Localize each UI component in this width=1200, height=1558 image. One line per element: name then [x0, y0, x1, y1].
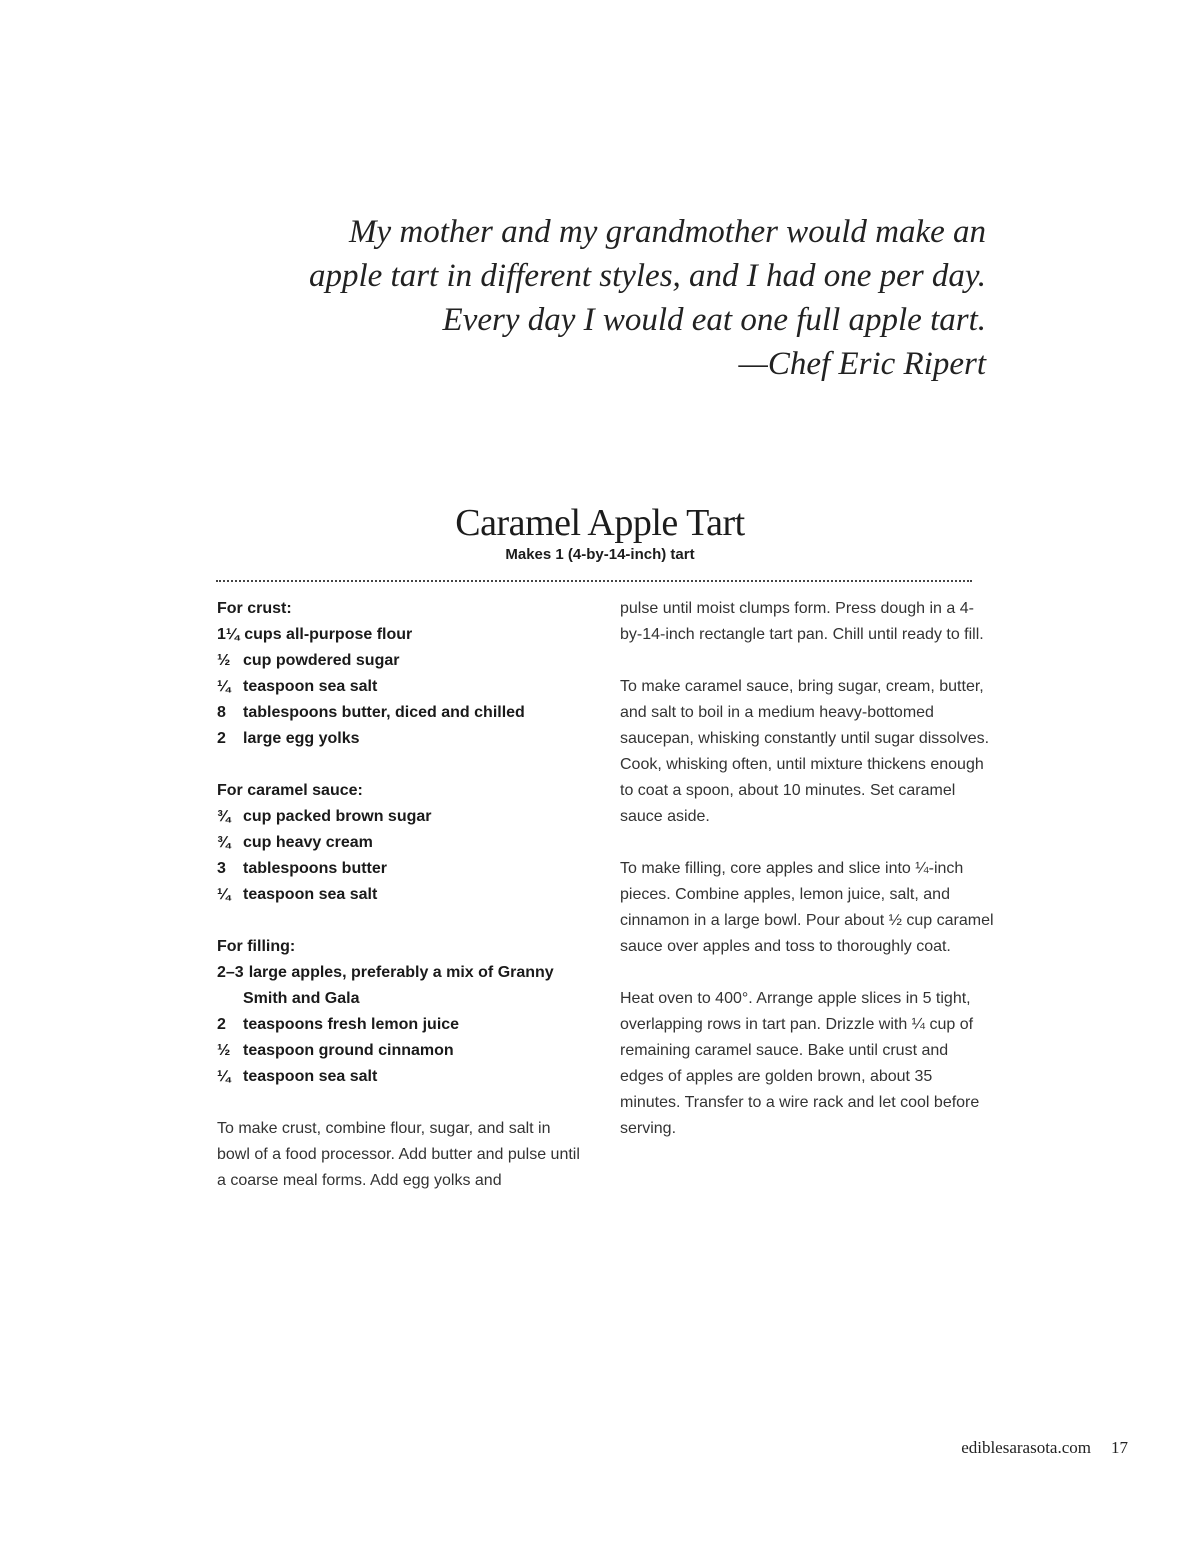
method-paragraph: To make crust, combine flour, sugar, and salt in bowl of a food processor. Add butter and pulse until a coarse meal forms. Add egg yolks and [217, 1120, 580, 1189]
ingredient-qty: 2–3 [217, 964, 244, 981]
ingredient-qty: ½ [217, 652, 231, 669]
ingredient-text: teaspoon sea salt [243, 678, 378, 695]
ingredient-row [217, 882, 587, 908]
ingredient-group-heading: For caramel sauce: [217, 782, 363, 799]
quote-attribution: —Chef Eric Ripert [738, 346, 986, 382]
ingredient-list [217, 596, 587, 1090]
ingredient-text: cup packed brown sugar [243, 808, 432, 825]
pull-quote [266, 210, 986, 386]
ingredient-text: teaspoons fresh lemon juice [243, 1016, 460, 1033]
ingredient-row [217, 1064, 587, 1090]
ingredient-row [217, 856, 587, 882]
ingredient-row [217, 700, 587, 726]
dotted-divider [216, 580, 972, 582]
ingredient-qty: 1¼ [217, 626, 240, 643]
ingredient-text: cups all-purpose flour [244, 626, 413, 643]
recipe-title: Caramel Apple Tart [455, 502, 745, 544]
ingredient-row [217, 960, 587, 986]
ingredient-text: teaspoon sea salt [243, 886, 378, 903]
ingredient-qty: ¼ [217, 886, 231, 903]
method-paragraph: To make caramel sauce, bring sugar, cream, butter, and salt to boil in a medium heavy-bottomed saucepan, whisking constantly until sugar dissolves. Cook, whisking often, until mixture thickens enough to coat a spoon, about 10 minutes. Set caramel sauce aside. [620, 678, 990, 825]
ingredient-qty: 2 [217, 1016, 226, 1033]
ingredient-row [217, 648, 587, 674]
ingredient-qty: 2 [217, 730, 226, 747]
page-number: 17 [1111, 1438, 1128, 1457]
ingredient-text: teaspoon ground cinnamon [243, 1042, 454, 1059]
ingredient-group-heading: For filling: [217, 938, 296, 955]
quote-line: apple tart in different styles, and I had one per day. [308, 258, 986, 294]
ingredient-text: teaspoon sea salt [243, 1068, 378, 1085]
ingredient-qty: ¾ [217, 834, 231, 851]
ingredient-group-heading: For crust: [217, 600, 292, 617]
left-column [217, 596, 587, 1194]
ingredient-text: Smith and Gala [243, 990, 360, 1007]
ingredient-row [217, 1038, 587, 1064]
ingredient-row [217, 1012, 587, 1038]
ingredient-row [217, 674, 587, 700]
ingredient-qty: ¼ [217, 1068, 231, 1085]
method-paragraph: Heat oven to 400°. Arrange apple slices in 5 tight, overlapping rows in tart pan. Drizzle with ¼ cup of remaining caramel sauce. Bake until crust and edges of apples are golden brown, about 35 minutes. Transfer to a wire rack and let cool before serving. [620, 990, 980, 1137]
ingredient-qty: ¼ [217, 678, 231, 695]
ingredient-text: cup heavy cream [243, 834, 373, 851]
ingredient-text: large egg yolks [243, 730, 360, 747]
ingredient-qty: ¾ [217, 808, 231, 825]
ingredient-text: tablespoons butter [243, 860, 388, 877]
ingredient-text: large apples, preferably a mix of Granny [248, 964, 554, 981]
page-footer [961, 1438, 1128, 1458]
ingredient-qty: 3 [217, 860, 226, 877]
ingredient-text: tablespoons butter, diced and chilled [243, 704, 525, 721]
ingredient-row [217, 830, 587, 856]
footer-site: ediblesarasota.com [961, 1438, 1091, 1457]
quote-line: My mother and my grandmother would make an [349, 214, 986, 250]
ingredient-qty: ½ [217, 1042, 231, 1059]
method-paragraph: pulse until moist clumps form. Press dough in a 4-by-14-inch rectangle tart pan. Chill until ready to fill. [620, 600, 984, 643]
ingredient-row [217, 804, 587, 830]
right-column [620, 596, 995, 1142]
method-paragraph: To make filling, core apples and slice into ¼-inch pieces. Combine apples, lemon juice, salt, and cinnamon in a large bowl. Pour about ½ cup caramel sauce over apples and toss to thoroughly coat. [620, 860, 994, 955]
ingredient-text: cup powdered sugar [243, 652, 400, 669]
recipe-yield: Makes 1 (4-by-14-inch) tart [505, 546, 695, 563]
ingredient-row [217, 726, 587, 752]
quote-line: Every day I would eat one full apple tart. [442, 302, 986, 338]
ingredient-qty: 8 [217, 704, 226, 721]
ingredient-row [217, 622, 587, 648]
ingredient-row-continuation [217, 986, 587, 1012]
